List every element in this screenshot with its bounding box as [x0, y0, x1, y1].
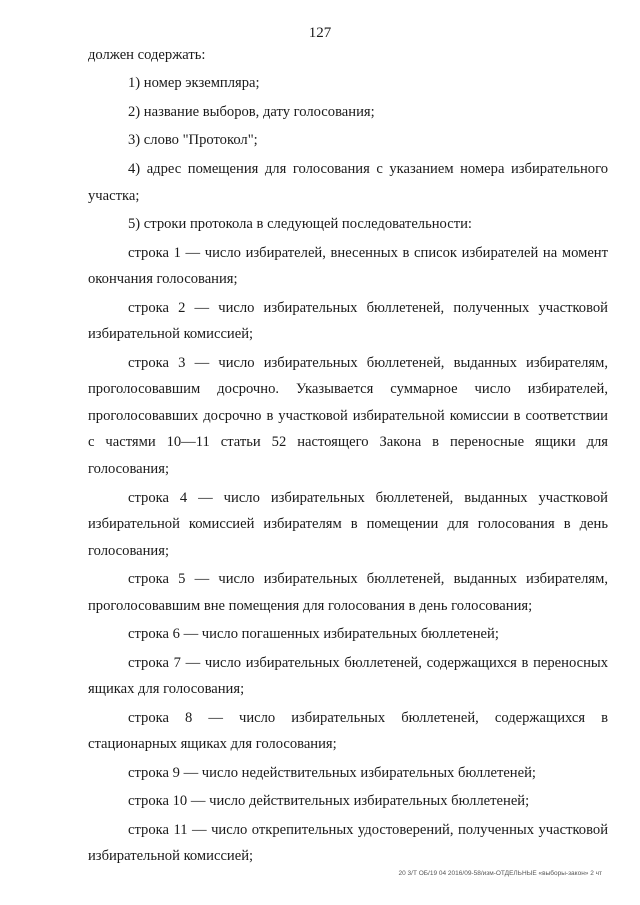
- protocol-line-6: строка 6 — число погашенных избирательных бюллетеней;: [128, 626, 499, 643]
- protocol-line-9: строка 9 — число недействительных избирательных бюллетеней;: [128, 764, 536, 781]
- protocol-line-10: строка 10 — число действительных избирательных бюллетеней;: [128, 793, 530, 810]
- protocol-line-11: строка 11 — число открепительных удостоверений, полученных участковой избирательной комиссией;: [88, 821, 608, 865]
- protocol-line-5: строка 5 — число избирательных бюллетеней, выданных избирателям, проголосовавшим вне помещения для голосования в день голосования;: [88, 571, 608, 614]
- document-body: [88, 42, 608, 872]
- protocol-line-2: строка 2 — число избирательных бюллетеней, полученных участковой избирательной комиссией;: [88, 299, 608, 343]
- list-item-election-name: 2) название выборов, дату голосования;: [128, 103, 375, 120]
- document-footer: 20 3/Т ОБ/19 04 2016/09-58/изм-ОТДЕЛЬНЫЕ «выборы-закон» 2 чт: [398, 870, 602, 877]
- protocol-line-3: строка 3 — число избирательных бюллетеней, выданных избирателям, проголосовавшим досрочно. Указывается суммарное число избирателей, проголосовавших досрочно в участковой избирательной комиссии в соответствии с частями 10—11 статьи 52 настоящего Закона в переносные ящики для голосования;: [88, 354, 608, 478]
- protocol-line-8: строка 8 — число избирательных бюллетеней, содержащихся в стационарных ящиках для голосования;: [88, 709, 608, 753]
- list-item-protocol-lines: 5) строки протокола в следующей последовательности:: [128, 216, 472, 233]
- list-item-address: 4) адрес помещения для голосования с указанием номера избирательного участка;: [88, 160, 608, 204]
- page-number: 127: [308, 25, 332, 41]
- protocol-line-1: строка 1 — число избирателей, внесенных в список избирателей на момент окончания голосования;: [88, 244, 608, 288]
- protocol-line-4: строка 4 — число избирательных бюллетеней, выданных участковой избирательной комиссией избирателям в помещении для голосования в день голосования;: [88, 489, 608, 559]
- list-item-copy-number: 1) номер экземпляра;: [128, 75, 260, 92]
- protocol-line-7: строка 7 — число избирательных бюллетеней, содержащихся в переносных ящиках для голосования;: [88, 654, 608, 698]
- paragraph-intro: должен содержать:: [88, 47, 206, 63]
- list-item-protocol-word: 3) слово "Протокол";: [128, 132, 258, 149]
